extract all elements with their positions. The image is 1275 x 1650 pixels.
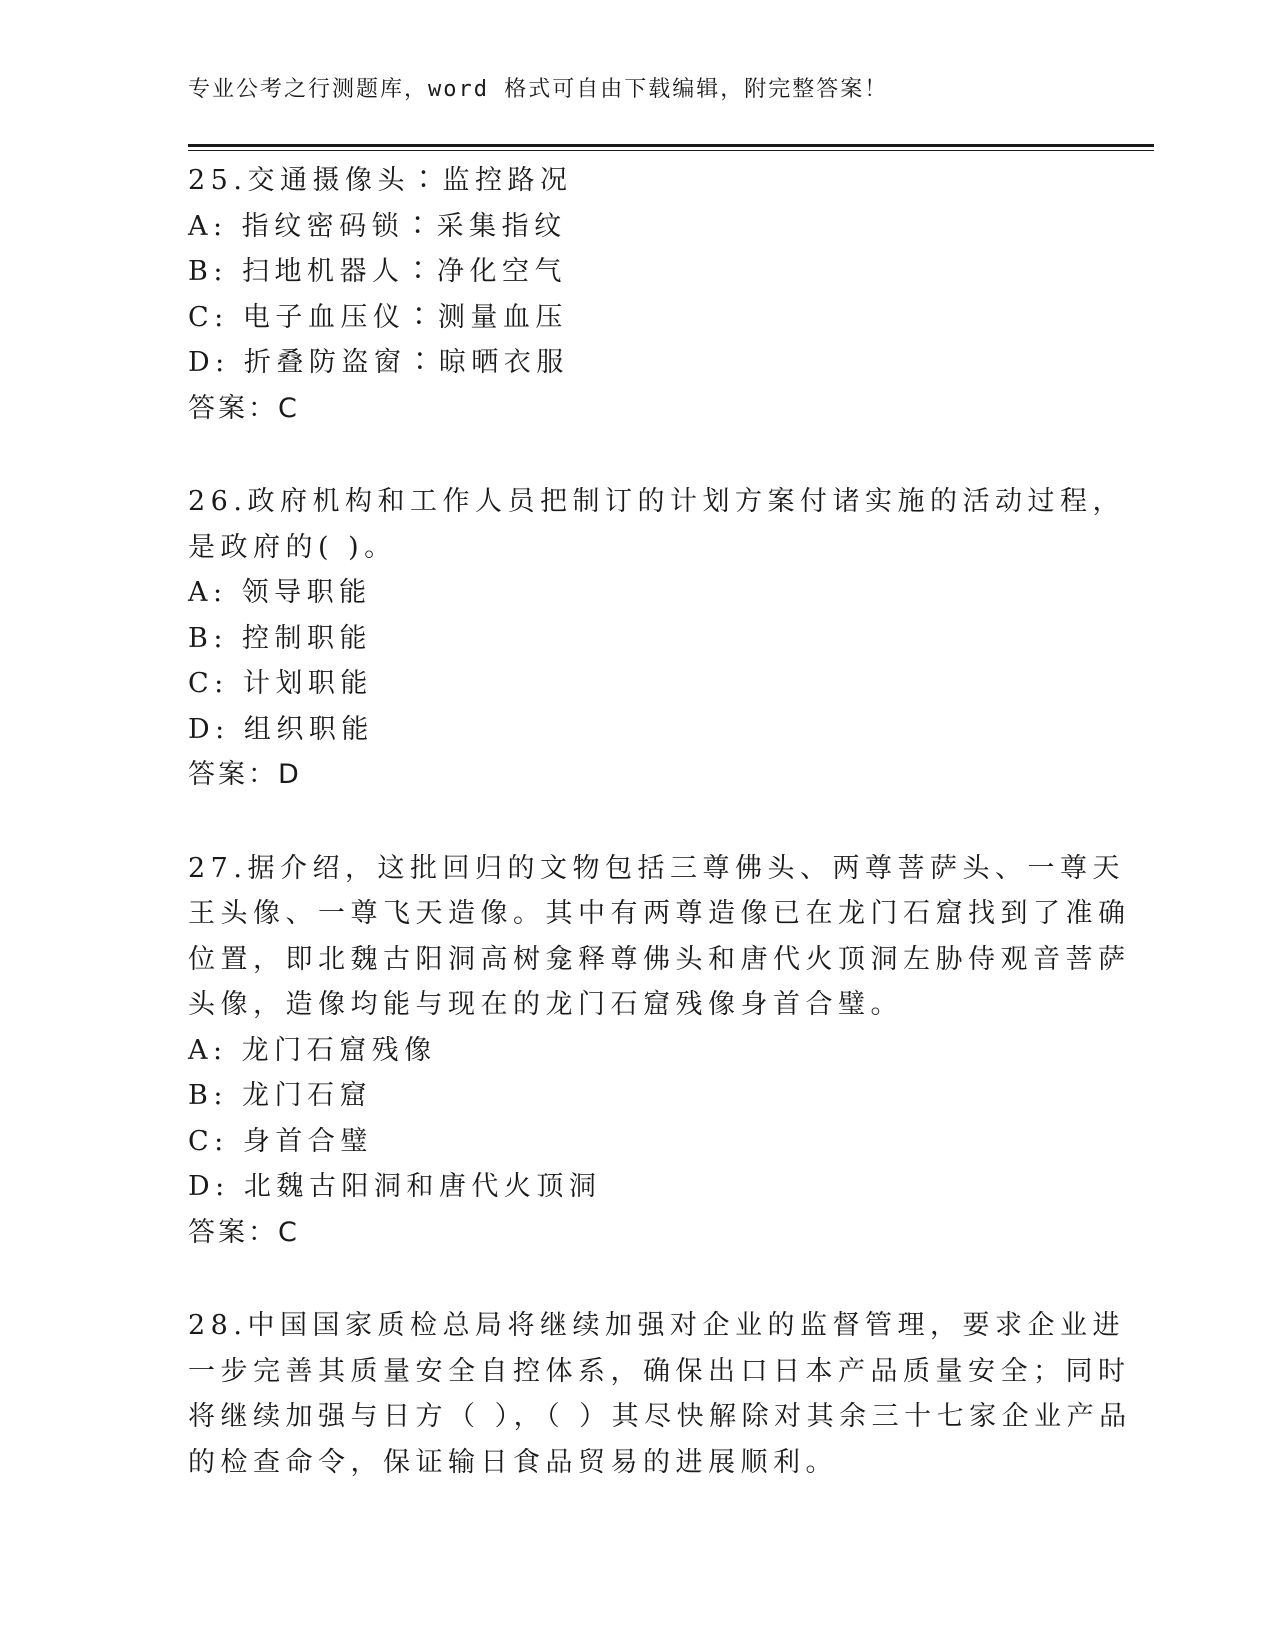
- option-c: C: 身首合璧: [188, 1125, 373, 1157]
- question-26: [188, 479, 1148, 798]
- option-d: D: 折叠防盗窗∶晾晒衣服: [188, 347, 569, 378]
- question-list: [188, 158, 1148, 1485]
- question-stem: 25.交通摄像头∶监控路况: [188, 165, 573, 196]
- option-d: D: 组织职能: [188, 713, 374, 745]
- option-c: C: 计划职能: [188, 668, 373, 699]
- option-d: D: 北魏古阳洞和唐代火顶洞: [188, 1171, 602, 1202]
- question-stem: 27.据介绍，这批回归的文物包括三尊佛头、两尊菩萨头、一尊天王头像、一尊飞天造像。其中有两尊造像已在龙门石窟找到了准确位置，即北魏古阳洞高树龛释尊佛头和唐代火顶洞左胁侍观音菩萨头像，造像均能与现在的龙门石窟残像身首合璧。: [188, 852, 1131, 1020]
- option-c: C: 电子血压仪∶测量血压: [188, 301, 568, 333]
- page-header: 专业公考之行测题库，word 格式可自由下载编辑，附完整答案！: [188, 77, 889, 102]
- option-a: A: 龙门石窟残像: [188, 1034, 437, 1066]
- option-a: A: 指纹密码锁∶采集指纹: [188, 210, 567, 242]
- option-b: B: 扫地机器人∶净化空气: [188, 256, 568, 287]
- option-b: B: 控制职能: [188, 622, 373, 654]
- question-stem: 28.中国国家质检总局将继续加强对企业的监督管理，要求企业进一步完善其质量安全自控体系，确保出口日本产品质量安全；同时将继续加强与日方（ ），（ ）其尽快解除对其余三十七家企业产品的检查命令，保证输日食品贸易的进展顺利。: [188, 1310, 1132, 1478]
- answer-line: 答案：C: [188, 392, 300, 424]
- question-stem: 26.政府机构和工作人员把制订的计划方案付诸实施的活动过程，是政府的( )。: [188, 486, 1125, 563]
- header-rule: [188, 144, 1154, 151]
- question-27: [188, 846, 1148, 1256]
- answer-line: 答案：C: [188, 1216, 300, 1248]
- option-a: A: 领导职能: [188, 577, 372, 608]
- question-28: [188, 1303, 1148, 1485]
- question-25: [188, 158, 1148, 431]
- option-b: B: 龙门石窟: [188, 1080, 373, 1111]
- answer-line: 答案：D: [188, 759, 302, 790]
